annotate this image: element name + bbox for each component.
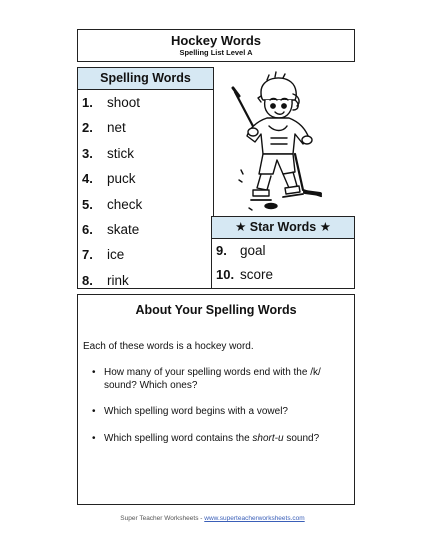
word-number: 4. <box>82 171 93 187</box>
list-item <box>78 242 213 267</box>
short-u-term: short-u <box>252 432 284 444</box>
word-number: 9. <box>216 243 227 258</box>
worksheet-header <box>77 29 355 62</box>
star-icon: ★ <box>319 220 331 234</box>
list-item <box>78 90 213 115</box>
worksheet-subtitle: Spelling List Level A <box>179 48 253 57</box>
spelling-word: puck <box>107 171 136 187</box>
list-item <box>212 263 354 287</box>
star-words-heading <box>212 217 354 239</box>
spelling-words-heading: Spelling Words <box>78 68 213 90</box>
list-item <box>78 192 213 217</box>
list-item <box>212 239 354 263</box>
spelling-word: check <box>107 196 143 212</box>
question-item: • Which spelling word begins with a vowel? <box>104 406 354 419</box>
star-icon: ★ <box>235 220 247 234</box>
spelling-word: ice <box>107 247 125 263</box>
question-item: • Which spelling word contains the short-u sound? <box>104 433 354 446</box>
word-number: 1. <box>82 95 93 110</box>
word-number: 10. <box>216 267 235 282</box>
star-word-list <box>212 239 354 287</box>
word-number: 6. <box>82 221 93 237</box>
word-number: 5. <box>82 196 93 212</box>
star-word: goal <box>240 243 266 258</box>
footer-website-link[interactable]: www.superteacherworksheets.com <box>204 515 305 522</box>
spelling-word: skate <box>107 221 140 237</box>
about-heading: About Your Spelling Words <box>135 303 297 317</box>
about-spelling-words-box <box>77 294 355 505</box>
about-intro: Each of these words is a hockey word. <box>83 341 254 352</box>
list-item <box>78 166 213 191</box>
spelling-word: shoot <box>107 95 141 110</box>
hockey-player-illustration <box>225 70 325 215</box>
star-words-box <box>211 216 355 289</box>
list-item <box>78 115 213 140</box>
spelling-word: stick <box>107 145 134 161</box>
spelling-word: net <box>107 120 126 136</box>
question-item: • How many of your spelling words end with the /k/ sound? Which ones? <box>104 367 354 392</box>
list-item <box>78 217 213 242</box>
page-footer <box>0 515 425 522</box>
word-number: 8. <box>82 272 93 288</box>
word-number: 3. <box>82 145 93 161</box>
spelling-word: rink <box>107 272 129 288</box>
word-number: 7. <box>82 247 93 263</box>
question-list <box>78 367 354 445</box>
worksheet-title: Hockey Words <box>170 33 262 48</box>
list-item <box>78 141 213 166</box>
star-words-title: Star Words <box>249 220 317 234</box>
spelling-word-list <box>78 90 213 293</box>
spelling-words-box <box>77 67 214 289</box>
word-number: 2. <box>82 120 93 136</box>
list-item <box>78 268 213 293</box>
footer-brand: Super Teacher Worksheets - <box>120 515 205 522</box>
star-word: score <box>240 267 274 282</box>
